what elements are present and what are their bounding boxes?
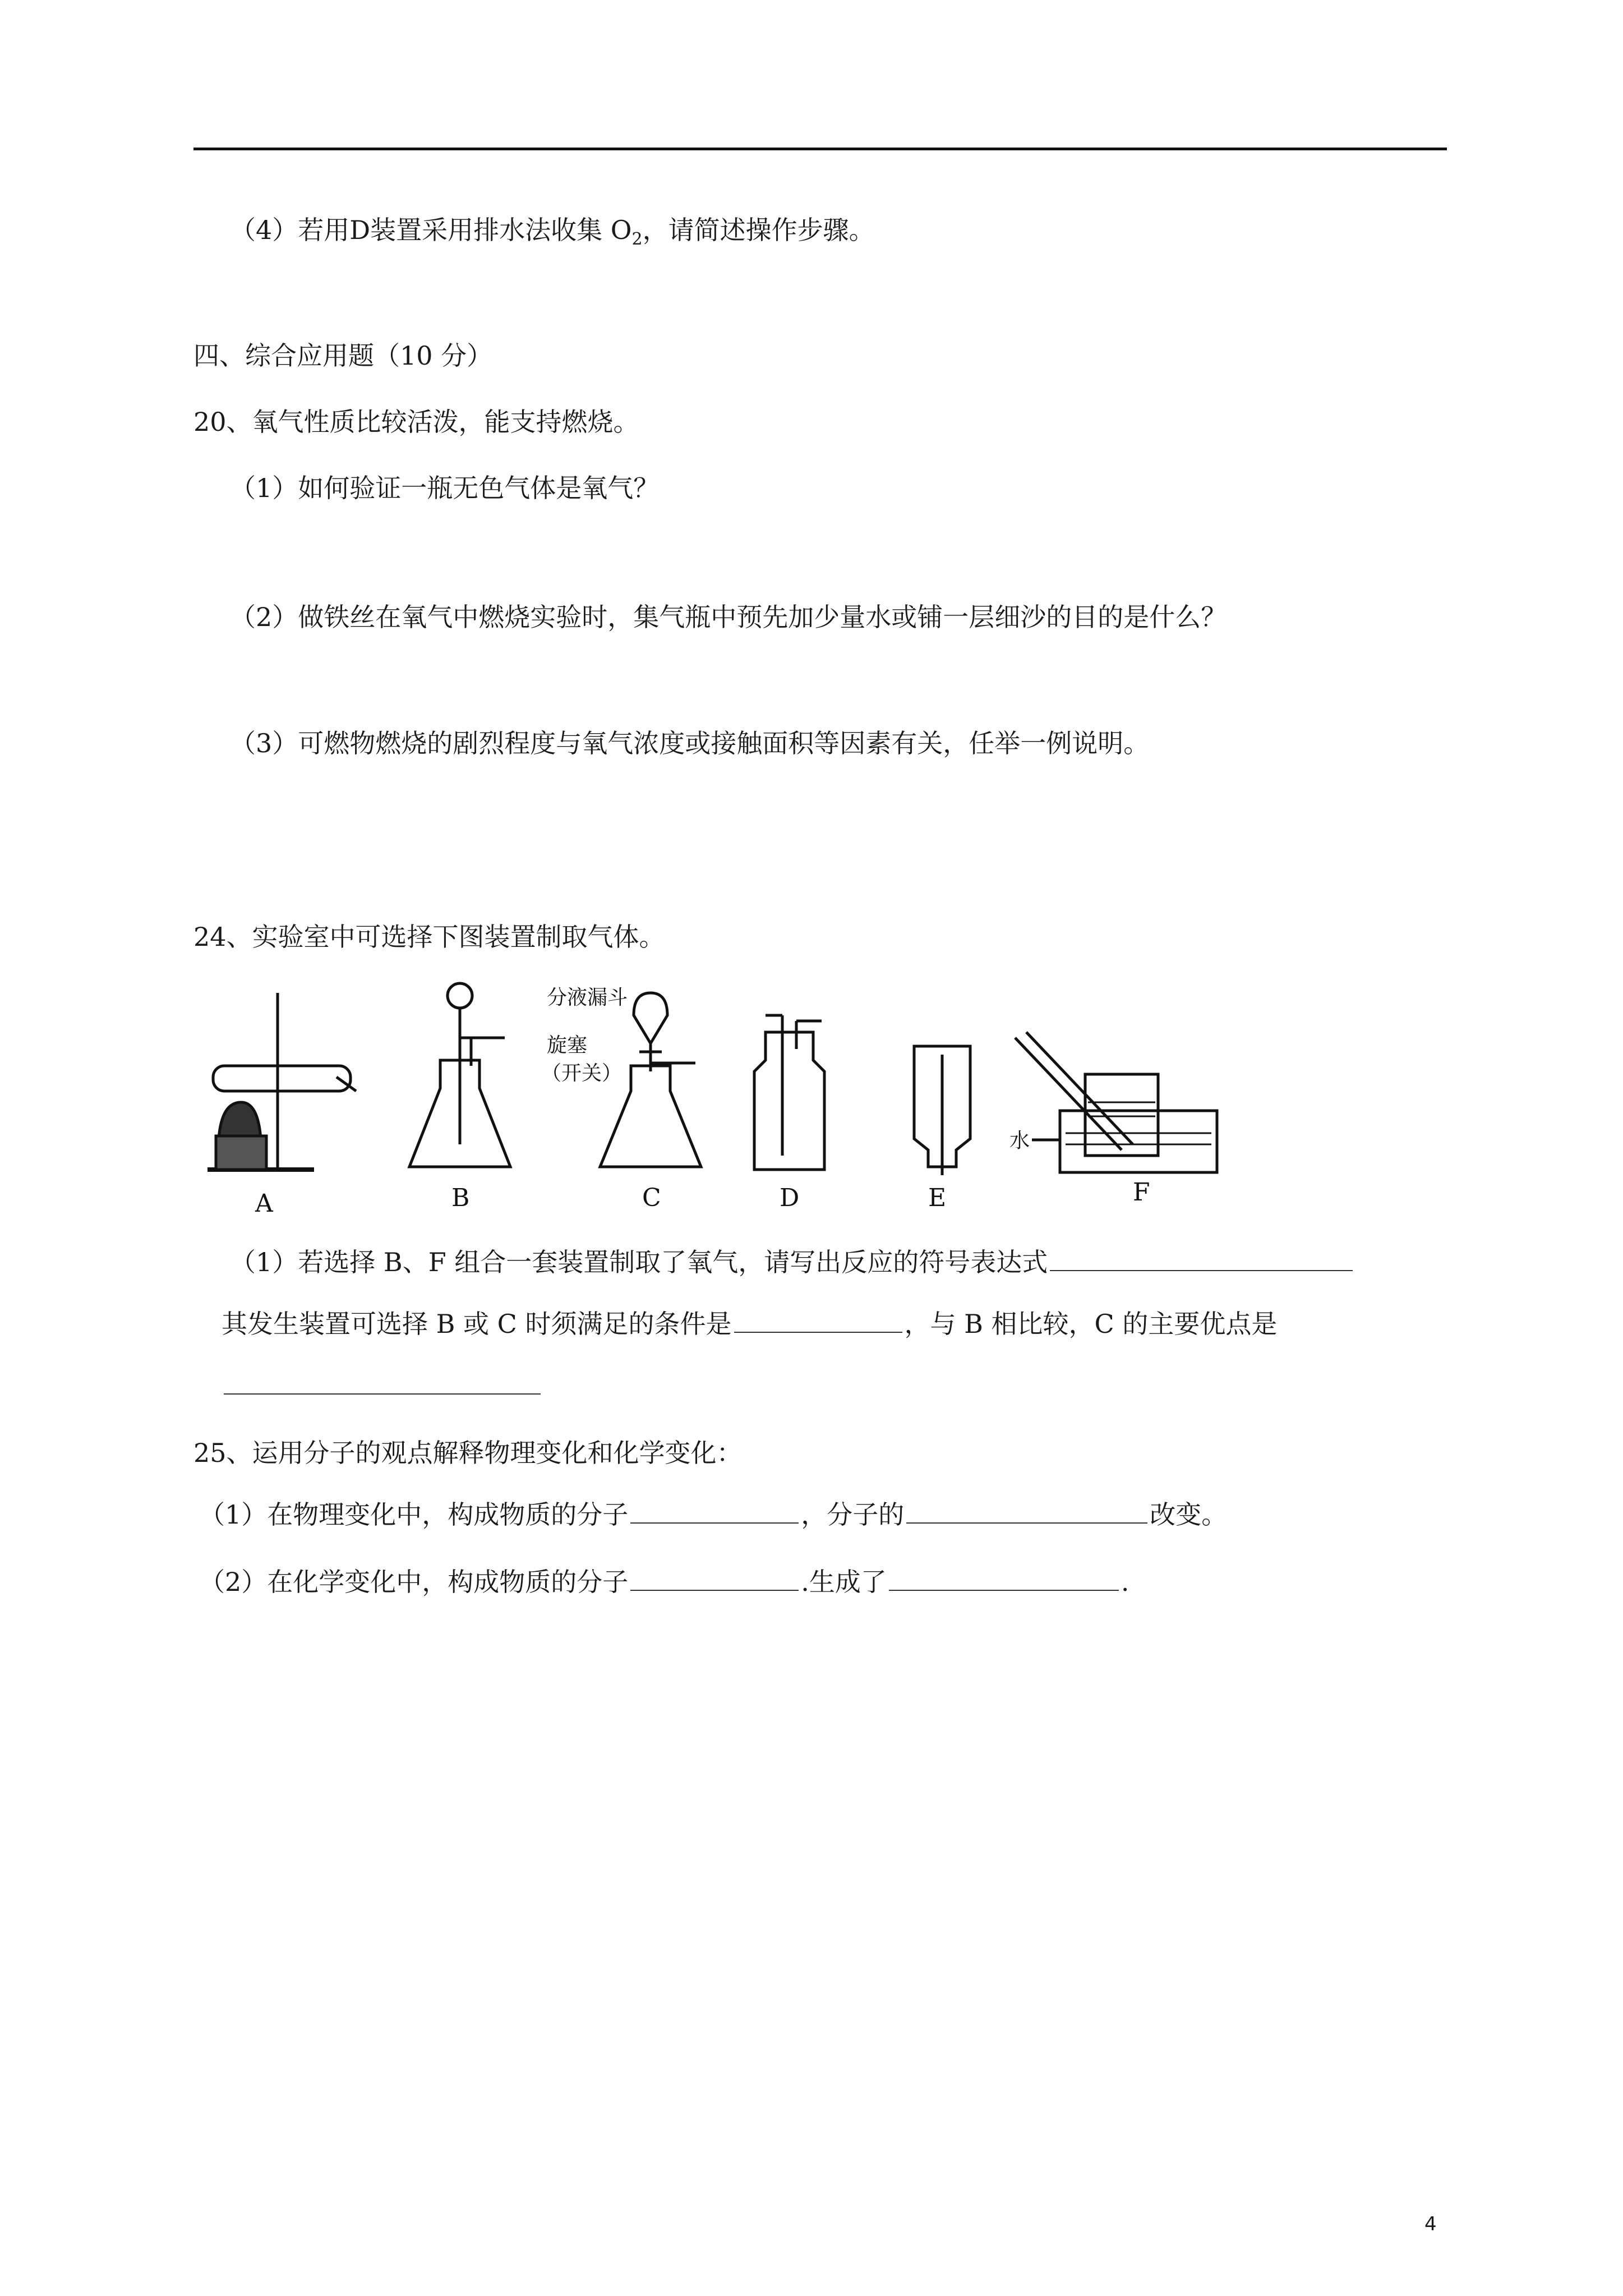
label-b: B	[451, 1184, 470, 1212]
q20-part3: （3）可燃物燃烧的剧烈程度与氧气浓度或接触面积等因素有关，任举一例说明。	[230, 728, 1150, 758]
label-water: 水	[1009, 1129, 1030, 1152]
q20-stem: 20、氧气性质比较活泼，能支持燃烧。	[193, 407, 639, 437]
section-title: 四、综合应用题（10 分）	[193, 341, 493, 371]
q25-part1: （1）在物理变化中，构成物质的分子 ，分子的 改变。	[199, 1498, 1227, 1531]
label-valve: 旋塞	[547, 1034, 588, 1057]
q19-part4: （4）若用D装置采用排水法收集 $O_2$，请简述操作步骤。	[230, 215, 875, 249]
page-number: 4	[1424, 2213, 1437, 2235]
q24-part1-line3	[222, 1369, 543, 1402]
q24-part1-line1: （1）若选择 B、F 组合一套装置制取了氧气，请写出反应的符号表达式	[230, 1245, 1355, 1279]
label-e: E	[928, 1184, 947, 1212]
q24-stem: 24、实验室中可选择下图装置制取气体。	[193, 922, 665, 952]
label-f: F	[1133, 1178, 1150, 1207]
q25-part2: （2）在化学变化中，构成物质的分子 .生成了 .	[199, 1565, 1129, 1599]
gas-apparatus-figure	[202, 982, 1239, 1217]
header-rule	[193, 148, 1447, 150]
label-switch: （开关）	[541, 1062, 623, 1085]
apparatus-b	[409, 983, 510, 1167]
label-c: C	[642, 1184, 661, 1212]
apparatus-a	[208, 993, 356, 1170]
apparatus-d	[754, 1015, 824, 1170]
q20-part1: （1）如何验证一瓶无色气体是氧气？	[230, 473, 660, 503]
apparatus-e	[914, 1046, 970, 1175]
label-a: A	[255, 1189, 273, 1217]
label-funnel: 分液漏斗	[547, 986, 628, 1009]
apparatus-f	[1015, 1032, 1217, 1172]
label-d: D	[780, 1184, 800, 1212]
q25-stem: 25、运用分子的观点解释物理变化和化学变化：	[193, 1438, 743, 1468]
q24-part1-line2: 其发生装置可选择 B 或 C 时须满足的条件是 ，与 B 相比较，C 的主要优点是	[222, 1307, 1277, 1341]
q20-part2: （2）做铁丝在氧气中燃烧实验时，集气瓶中预先加少量水或铺一层细沙的目的是什么？	[230, 602, 1227, 632]
